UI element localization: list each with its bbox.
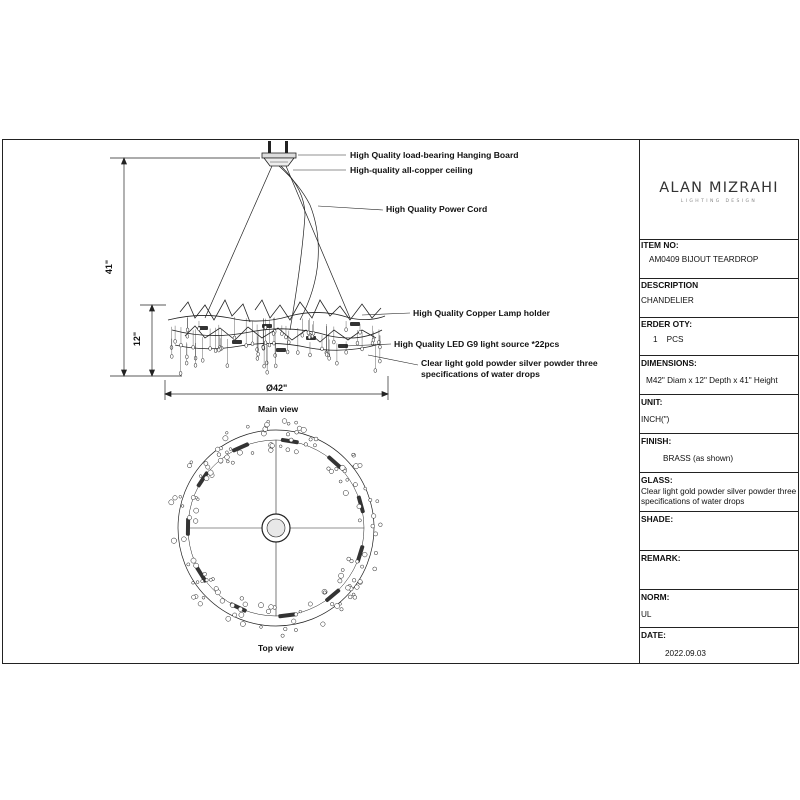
dim-height: 41": [104, 259, 115, 275]
description-label: DESCRIPTION: [641, 280, 699, 290]
item-no-label: ITEM NO:: [641, 240, 679, 250]
dimensions-label: DIMENSIONS:: [641, 358, 697, 368]
order-qty-value: 1 PCS: [653, 335, 684, 344]
dimensions-value: M42" Diam x 12" Depth x 41" Height: [646, 376, 778, 385]
norm-value: UL: [641, 610, 652, 619]
main-view: [110, 141, 418, 400]
canopy: [262, 141, 296, 166]
remark-label: REMARK:: [641, 553, 681, 563]
callout-leaders: [293, 155, 418, 365]
norm-label: NORM:: [641, 592, 670, 602]
glass-label: GLASS:: [641, 475, 673, 485]
shade-label: SHADE:: [641, 514, 674, 524]
callout-water-drops: Clear light gold powder silver powder three specifications of water drops: [421, 358, 598, 379]
finish-value: BRASS (as shown): [663, 454, 734, 463]
title-block: [639, 139, 799, 663]
glass-value: Clear light gold powder silver powder three specifications of water drops: [641, 487, 797, 506]
callout-ceiling: High-quality all-copper ceiling: [350, 165, 473, 175]
date-label: DATE:: [641, 630, 666, 640]
caption-main-view: Main view: [258, 404, 299, 414]
caption-top-view: Top view: [258, 643, 294, 653]
unit-value: INCH("): [641, 415, 670, 424]
callout-light-source: High Quality LED G9 light source *22pcs: [394, 339, 560, 349]
dim-depth: 12": [132, 331, 143, 347]
dim-diameter: Ø42": [266, 383, 288, 393]
date-value: 2022.09.03: [665, 649, 706, 658]
top-view: [169, 419, 382, 638]
brand-tagline: LIGHTING DESIGN: [680, 199, 758, 204]
finish-label: FINISH:: [641, 436, 672, 446]
dimension-lines: [110, 158, 388, 400]
callout-hanging-board: High Quality load-bearing Hanging Board: [350, 150, 519, 160]
suspension-cables: [205, 166, 350, 330]
brand-name: ALAN MIZRAHI: [659, 180, 779, 196]
callout-power-cord: High Quality Power Cord: [386, 204, 488, 214]
order-qty-label: ERDER OTY:: [641, 319, 693, 329]
brand-logo: [639, 139, 799, 239]
unit-label: UNIT:: [641, 397, 663, 407]
item-no-value: AM0409 BIJOUT TEARDROP: [649, 255, 759, 264]
callout-lamp-holder: High Quality Copper Lamp holder: [413, 308, 551, 318]
description-value: CHANDELIER: [641, 296, 694, 305]
